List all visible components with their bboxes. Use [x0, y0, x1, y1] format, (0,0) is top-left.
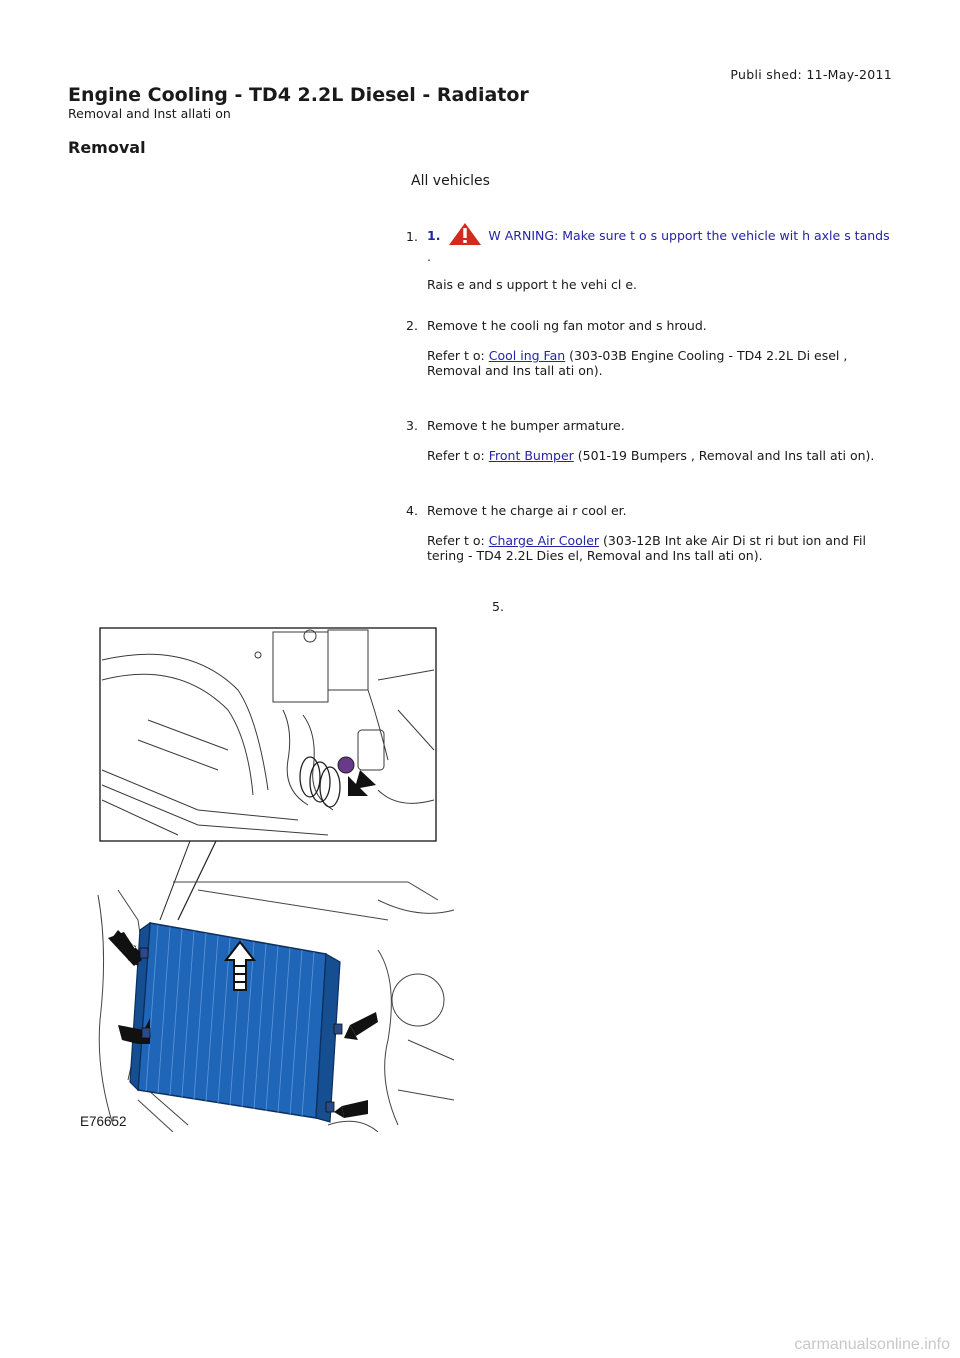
- applicability-label: All vehicles: [411, 173, 490, 189]
- step-number: 1.: [406, 229, 418, 244]
- refer-prefix: Refer t o:: [427, 348, 485, 363]
- step-number: 3.: [406, 418, 418, 433]
- warning-lead: 1.: [427, 228, 441, 243]
- front-bumper-link[interactable]: Front Bumper: [488, 448, 574, 463]
- section-heading: Removal: [68, 138, 146, 157]
- refer-prefix: Refer t o:: [427, 533, 485, 548]
- detail-inset: [100, 628, 436, 841]
- published-date: Publi shed: 11-May-2011: [730, 67, 892, 82]
- refer-prefix: Refer t o:: [427, 448, 485, 463]
- refer-suffix: (501-19 Bumpers , Removal and Ins tall ati on).: [577, 448, 875, 463]
- step-number: 2.: [406, 318, 418, 333]
- warning-triangle-icon: [448, 222, 482, 249]
- cooling-fan-link[interactable]: Cool ing Fan: [488, 348, 566, 363]
- page-title: Engine Cooling - TD4 2.2L Diesel - Radiator: [68, 84, 529, 106]
- refer-suffix: (303-12B Int ake Air Di st ri but ion and Fil tering - TD4 2.2L Dies el, Removal and Ins tall ati on).: [427, 533, 866, 563]
- step-1: [427, 222, 897, 292]
- figure-caption: E76652: [80, 1114, 127, 1129]
- step-number: 4.: [406, 503, 418, 518]
- step-number: 5.: [492, 599, 504, 614]
- refer-suffix: (303-03B Engine Cooling - TD4 2.2L Di esel , Removal and Ins tall ati on).: [427, 348, 848, 378]
- page-subtitle: Removal and Inst allati on: [68, 106, 231, 121]
- warning-text: W ARNING: Make sure t o s upport the vehicle wit h axle s tands .: [427, 228, 890, 264]
- step-2: [427, 318, 897, 378]
- step-4: [427, 503, 897, 563]
- step-text: Remove t he bumper armature.: [427, 418, 625, 433]
- charge-air-cooler-link[interactable]: Charge Air Cooler: [488, 533, 600, 548]
- step-text: Remove t he charge ai r cool er.: [427, 503, 627, 518]
- step-text: Remove t he cooli ng fan motor and s hroud.: [427, 318, 707, 333]
- step-3: [427, 418, 897, 463]
- radiator-illustration: [78, 620, 458, 1132]
- watermark: carmanualsonline.info: [794, 1336, 950, 1353]
- step-text: Rais e and s upport t he vehi cl e.: [427, 277, 638, 292]
